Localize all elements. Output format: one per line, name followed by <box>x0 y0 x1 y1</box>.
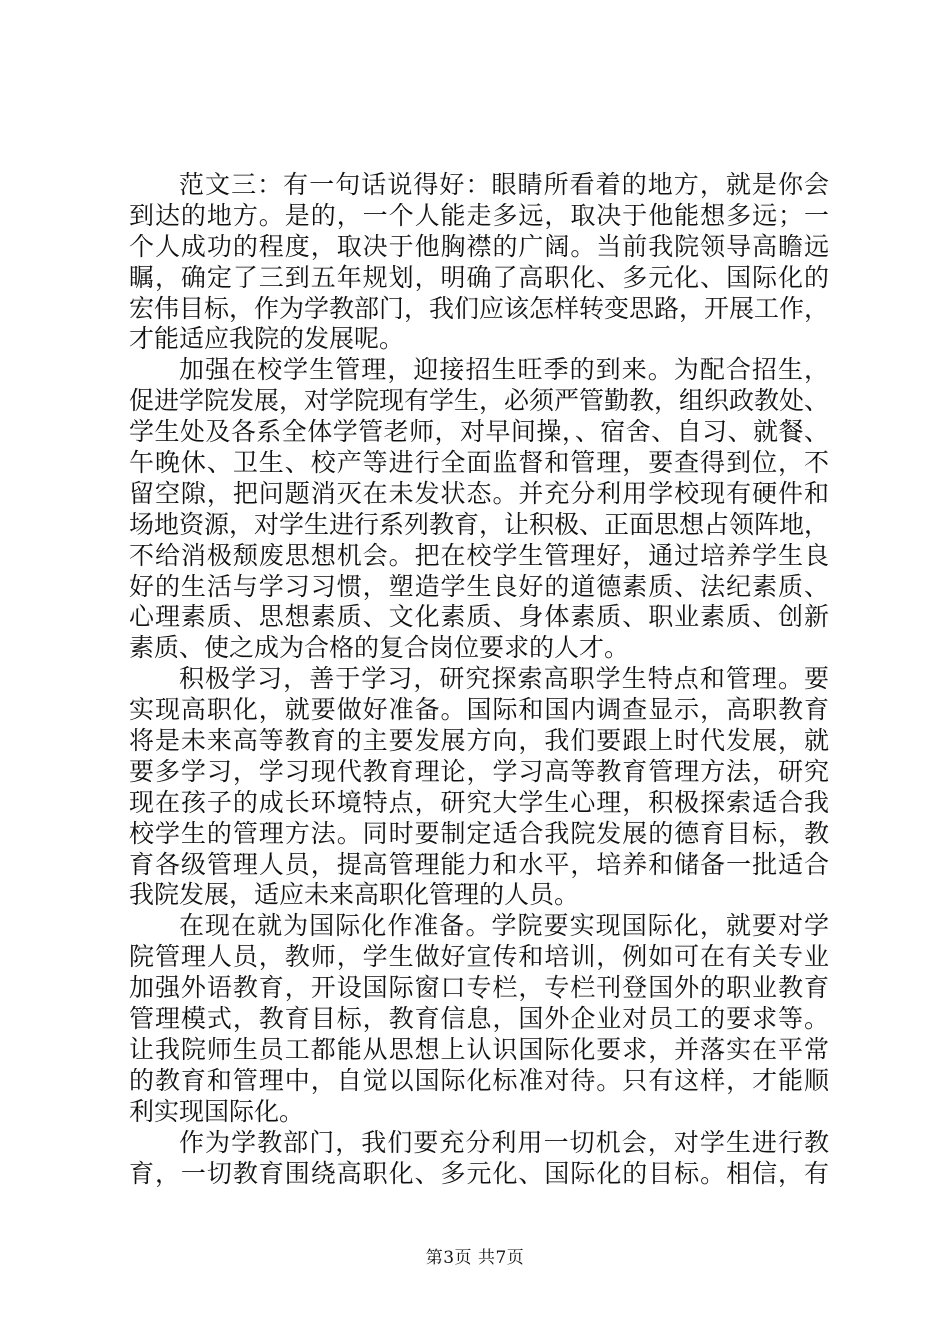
text-line: 管理模式，教育目标，教育信息，国外企业对员工的要求等。 <box>129 1004 829 1034</box>
paragraph <box>129 355 829 664</box>
paragraph <box>129 170 829 355</box>
text-line: 瞩，确定了三到五年规划，明确了高职化、多元化、国际化的 <box>129 262 829 292</box>
text-line: 校学生的管理方法。同时要制定适合我院发展的德育目标，教 <box>129 818 829 848</box>
text-line: 育，一切教育围绕高职化、多元化、国际化的目标。相信，有 <box>129 1158 829 1188</box>
text-line: 育各级管理人员，提高管理能力和水平，培养和储备一批适合 <box>129 849 829 879</box>
text-line: 将是未来高等教育的主要发展方向，我们要跟上时代发展，就 <box>129 726 829 756</box>
text-line: 促进学院发展，对学院现有学生，必须严管勤教，组织政教处、 <box>129 386 830 416</box>
text-line: 范文三：有一句话说得好：眼睛所看着的地方，就是你会 <box>179 170 829 199</box>
text-line: 利实现国际化。 <box>129 1096 305 1126</box>
document-body <box>129 170 829 1189</box>
text-line: 院管理人员，教师，学生做好宣传和培训，例如可在有关专业 <box>129 942 829 972</box>
text-line: 素质、使之成为合格的复合岗位要求的人才。 <box>129 633 630 663</box>
page-footer: 第3页 共7页 <box>425 1248 525 1268</box>
text-line: 午晚休、卫生、校产等进行全面监督和管理，要查得到位，不 <box>129 448 829 478</box>
text-line: 让我院师生员工都能从思想上认识国际化要求，并落实在平常 <box>129 1034 829 1064</box>
text-line: 加强外语教育，开设国际窗口专栏，专栏刊登国外的职业教育 <box>129 973 829 1003</box>
paragraph <box>129 911 829 1127</box>
text-line: 要多学习，学习现代教育理论，学习高等教育管理方法，研究 <box>129 756 829 786</box>
text-line: 的教育和管理中，自觉以国际化标准对待。只有这样，才能顺 <box>129 1065 829 1095</box>
paragraph <box>129 1128 829 1190</box>
text-line: 不给消极颓废思想机会。把在校学生管理好，通过培养学生良 <box>129 540 829 570</box>
text-line: 个人成功的程度，取决于他胸襟的广阔。当前我院领导高瞻远 <box>129 231 829 261</box>
text-line: 心理素质、思想素质、文化素质、身体素质、职业素质、创新 <box>129 602 829 632</box>
text-line: 现在孩子的成长环境特点，研究大学生心理，积极探索适合我 <box>129 787 829 817</box>
text-line: 学生处及各系全体学管老师，对早间操，、宿舍、自习、就餐、 <box>129 417 829 447</box>
text-line: 到达的地方。是的，一个人能走多远，取决于他能想多远；一 <box>129 200 829 230</box>
text-line: 作为学教部门，我们要充分利用一切机会，对学生进行教 <box>179 1127 829 1157</box>
text-line: 实现高职化，就要做好准备。国际和国内调查显示，高职教育 <box>129 695 829 725</box>
text-line: 积极学习，善于学习，研究探索高职学生特点和管理。要 <box>179 664 829 694</box>
text-line: 宏伟目标，作为学教部门，我们应该怎样转变思路，开展工作， <box>129 293 830 323</box>
text-line: 在现在就为国际化作准备。学院要实现国际化，就要对学 <box>179 911 829 941</box>
text-line: 加强在校学生管理，迎接招生旺季的到来。为配合招生， <box>179 355 829 385</box>
text-line: 留空隙，把问题消灭在未发状态。并充分利用学校现有硬件和 <box>129 478 829 508</box>
text-line: 我院发展，适应未来高职化管理的人员。 <box>129 880 580 910</box>
text-line: 好的生活与学习习惯，塑造学生良好的道德素质、法纪素质、 <box>129 571 829 601</box>
paragraph <box>129 664 829 911</box>
text-line: 场地资源，对学生进行系列教育，让积极、正面思想占领阵地， <box>129 509 830 539</box>
text-line: 才能适应我院的发展呢。 <box>129 324 405 354</box>
